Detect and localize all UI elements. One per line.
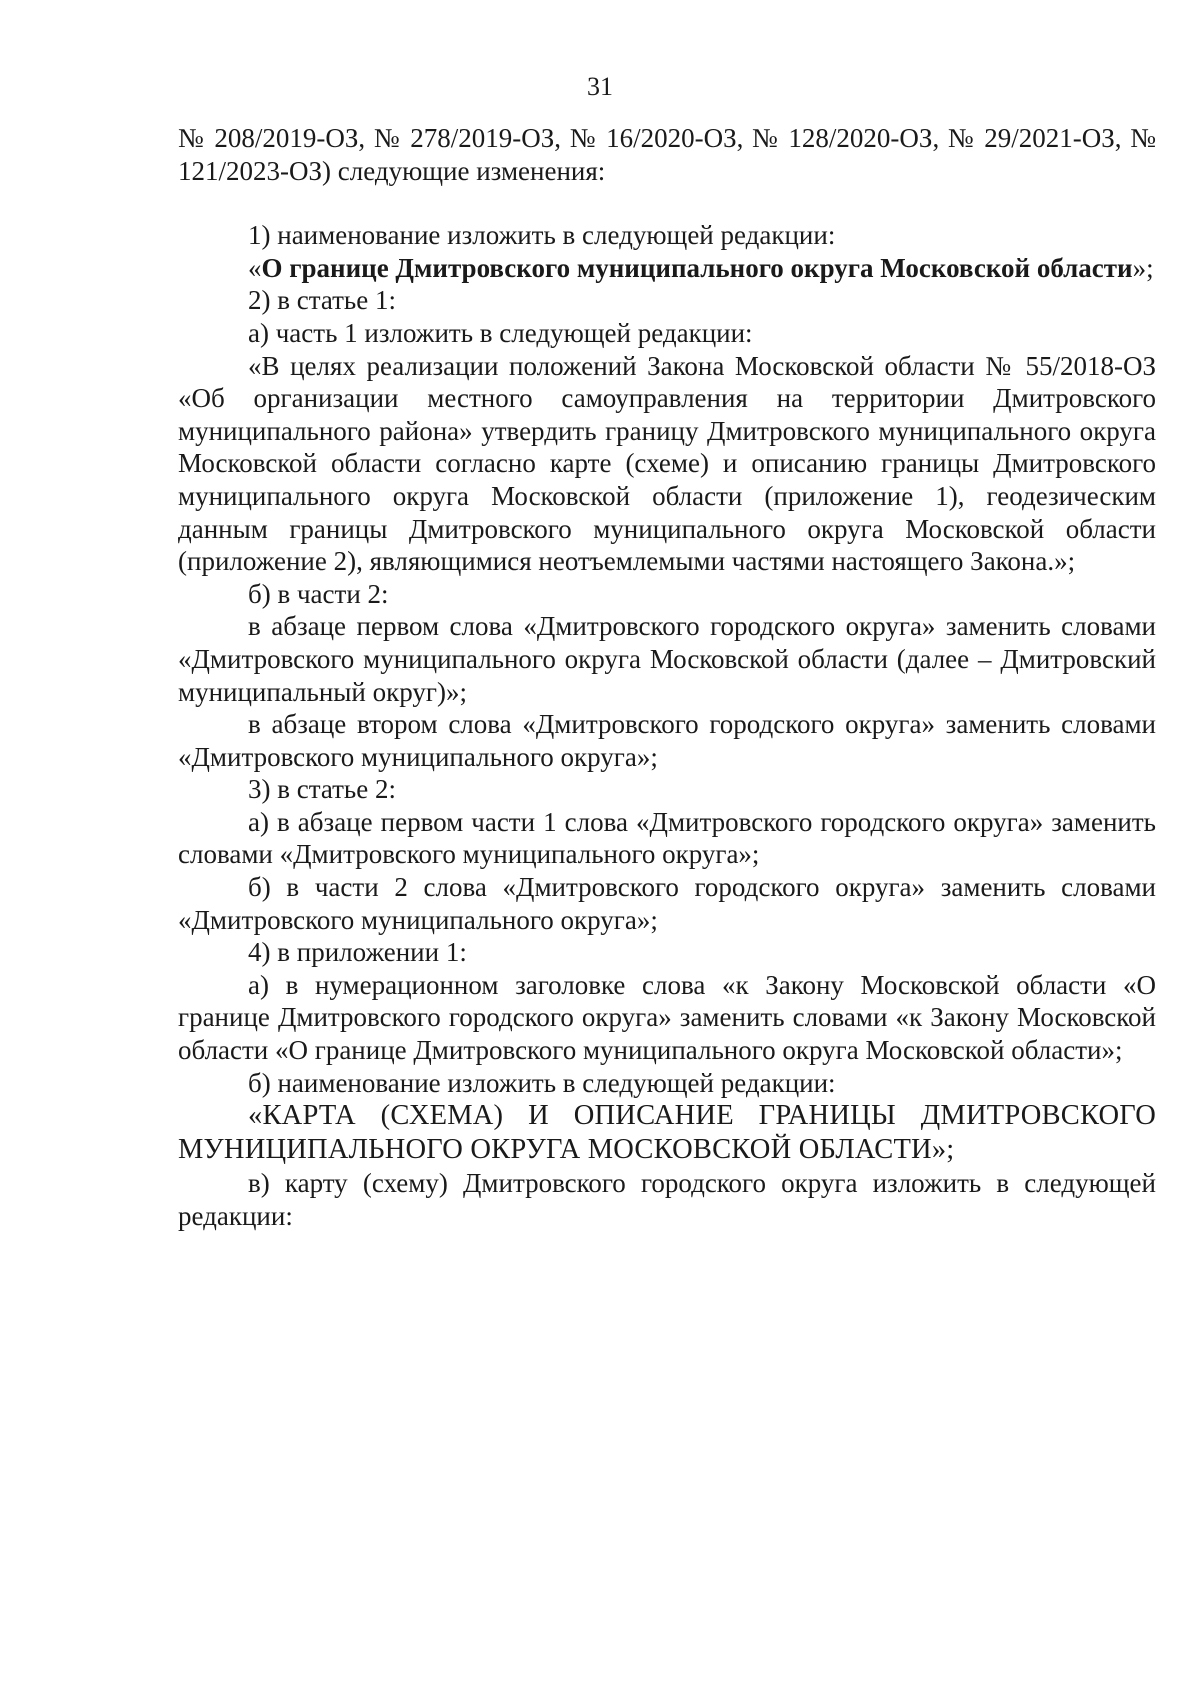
paragraph-caps-title: «КАРТА (СХЕМА) И ОПИСАНИЕ ГРАНИЦЫ ДМИТРОВСКОГО МУНИЦИПАЛЬНОГО ОКРУГА МОСКОВСКОЙ ОБЛАСТИ»;: [178, 1100, 1156, 1166]
paragraph-item-2b: б) в части 2:: [248, 578, 389, 609]
paragraph-second-abzac: в абзаце втором слова «Дмитровского городского округа» заменить словами «Дмитровского муниципального округа»;: [178, 709, 1156, 772]
paragraph-law-list: № 208/2019-ОЗ, № 278/2019-ОЗ, № 16/2020-ОЗ, № 128/2020-ОЗ, № 29/2021-ОЗ, № 121/2023-ОЗ) следующие изменения:: [178, 123, 1156, 186]
paragraph-item-3: 3) в статье 2:: [248, 774, 396, 805]
paragraph-item-4a: а) в нумерационном заголовке слова «к Закону Московской области «О границе Дмитровского городского округа» заменить словами «к Закону Московской области «О границе Дмитровского муниципального округа Московской области»;: [178, 969, 1156, 1066]
paragraph-item-2: 2) в статье 1:: [248, 285, 396, 316]
new-title-text: О границе Дмитровского муниципального округа Московской области: [261, 252, 1133, 283]
paragraph-part-1-text: «В целях реализации положений Закона Московской области № 55/2018-ОЗ «Об организации местного самоуправления на территории Дмитровского муниципального района» утвердить границу Дмитровского муниципального округа Московской области согласно карте (схеме) и описанию границы Дмитровского муниципального округа Московской области (приложение 1), геодезическим данным границы Дмитровского муниципального округа Московской области (приложение 2), являющимися неотъемлемыми частями настоящего Закона.»;: [178, 350, 1156, 577]
close-quote: »;: [1132, 252, 1154, 283]
paragraph-item-3a: а) в абзаце первом части 1 слова «Дмитровского городского округа» заменить словами «Дмитровского муниципального округа»;: [178, 806, 1156, 870]
page-number: 31: [587, 72, 613, 101]
paragraph-first-abzac: в абзаце первом слова «Дмитровского городского округа» заменить словами «Дмитровского муниципального округа Московской области (далее – Дмитровский муниципальный округ)»;: [178, 611, 1156, 707]
paragraph-item-4: 4) в приложении 1:: [248, 937, 467, 968]
paragraph-item-4b: б) наименование изложить в следующей редакции:: [248, 1067, 836, 1098]
paragraph-item-1: 1) наименование изложить в следующей редакции:: [248, 220, 836, 251]
paragraph-new-title: [178, 252, 1156, 285]
paragraph-item-3b: б) в части 2 слова «Дмитровского городского округа» заменить словами «Дмитровского муниципального округа»;: [178, 872, 1156, 935]
paragraph-item-4v: в) карту (схему) Дмитровского городского округа изложить в следующей редакции:: [178, 1168, 1156, 1231]
document-body: [178, 122, 1156, 1232]
open-quote: «: [248, 252, 262, 283]
paragraph-item-2a: а) часть 1 изложить в следующей редакции:: [248, 317, 753, 348]
